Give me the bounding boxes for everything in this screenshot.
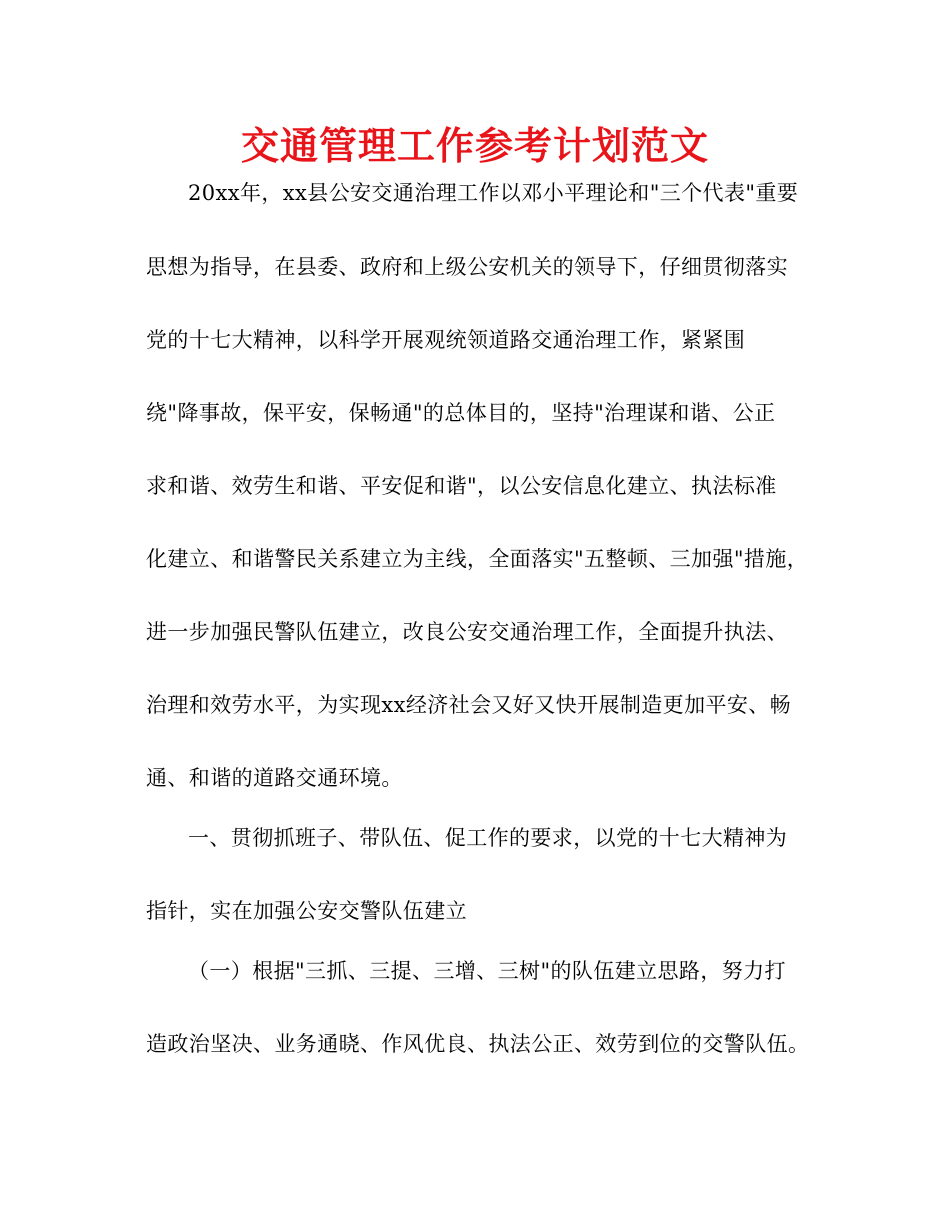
document-title: 交通管理工作参考计划范文: [240, 124, 709, 168]
paragraph-line-6: 化建立、和谐警民关系建立为主线，全面落实"五整顿、三加强"措施，: [146, 547, 809, 571]
section-heading-line-1: 一、贯彻抓班子、带队伍、促工作的要求，以党的十七大精神为: [188, 826, 788, 850]
paragraph-line-9: 通、和谐的道路交通环境。: [146, 766, 403, 790]
paragraph-line-2: 思想为指导，在县委、政府和上级公安机关的领导下，仔细贯彻落实: [146, 255, 788, 279]
paragraph-line-3: 党的十七大精神，以科学开展观统领道路交通治理工作，紧紧围: [146, 328, 746, 352]
section-heading-line-2: 指针，实在加强公安交警队伍建立: [146, 899, 467, 923]
subsection-line-1: （一）根据"三抓、三提、三增、三树"的队伍建立思路，努力打: [188, 959, 786, 983]
paragraph-line-8: 治理和效劳水平，为实现xx经济社会又好又快开展制造更加平安、畅: [146, 693, 792, 717]
paragraph-line-5: 求和谐、效劳生和谐、平安促和谐"，以公安信息化建立、执法标准: [146, 474, 777, 498]
paragraph-line-1: 20xx年，xx县公安交通治理工作以邓小平理论和"三个代表"重要: [188, 181, 799, 205]
subsection-line-2: 造政治坚决、业务通晓、作风优良、执法公正、效劳到位的交警队伍。: [146, 1032, 810, 1056]
paragraph-line-7: 进一步加强民警队伍建立，改良公安交通治理工作，全面提升执法、: [146, 620, 788, 644]
paragraph-line-4: 绕"降事故，保平安，保畅通"的总体目的，坚持"治理谋和谐、公正: [146, 401, 776, 425]
